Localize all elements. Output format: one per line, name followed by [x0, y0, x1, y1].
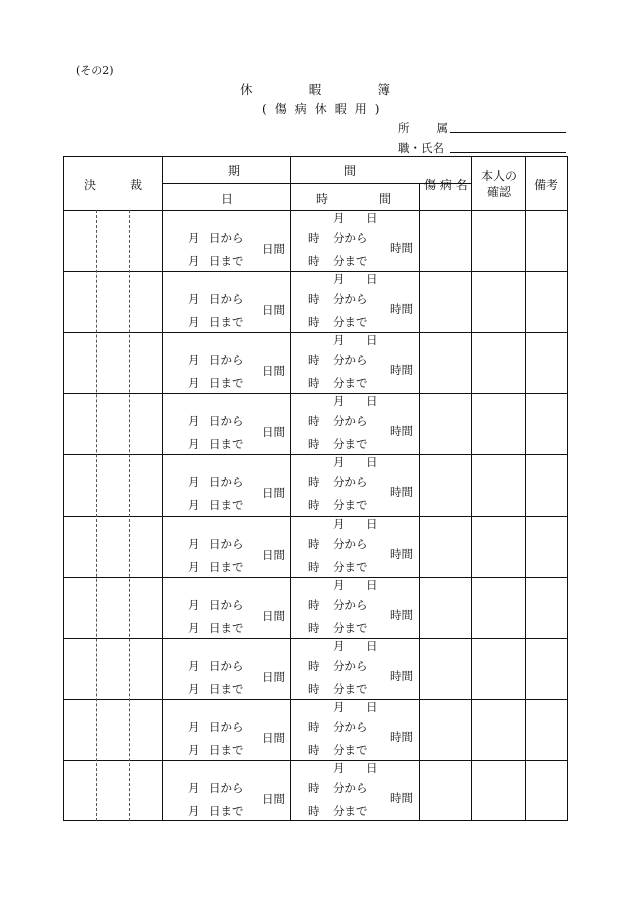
row-divider — [63, 577, 568, 578]
from-month-label: 月 — [188, 414, 200, 429]
days-total-label: 日間 — [262, 486, 285, 501]
time-from-hour-label: 時 — [308, 414, 320, 429]
from-day-label: 日から — [209, 719, 244, 734]
hours-total-label: 時間 — [390, 363, 413, 378]
hours-total-label: 時間 — [390, 668, 413, 683]
time-to-hour-label: 時 — [308, 376, 320, 391]
decision-dashed-divider — [96, 210, 97, 821]
affiliation-char: 属 — [436, 121, 448, 135]
date-month-label: 月 — [333, 699, 345, 714]
time-from-hour-label: 時 — [308, 536, 320, 551]
time-from-minute-label: 分から — [333, 658, 368, 673]
affiliation-char: 所 — [398, 121, 410, 135]
affiliation-label — [398, 120, 448, 136]
time-to-minute-label: 分まで — [333, 437, 368, 452]
from-day-label: 日から — [209, 353, 244, 368]
title-char: 暇 — [308, 82, 322, 97]
table-border-top — [63, 156, 568, 157]
to-day-label: 日まで — [209, 498, 244, 513]
date-month-label: 月 — [333, 455, 345, 470]
time-from-hour-label: 時 — [308, 353, 320, 368]
time-from-minute-label: 分から — [333, 780, 368, 795]
column-divider — [290, 156, 291, 821]
subtitle-open: ( — [262, 102, 267, 116]
row-divider — [63, 454, 568, 455]
time-from-hour-label: 時 — [308, 292, 320, 307]
time-to-hour-label: 時 — [308, 620, 320, 635]
date-month-label: 月 — [333, 760, 345, 775]
position-name-field[interactable] — [450, 152, 566, 153]
period-header-char: 期 — [228, 164, 241, 178]
time-from-hour-label: 時 — [308, 231, 320, 245]
to-day-label: 日まで — [209, 376, 244, 391]
days-total-label: 日間 — [262, 730, 285, 745]
from-day-label: 日から — [209, 536, 244, 551]
date-day-label: 日 — [366, 760, 378, 775]
hours-total-label: 時間 — [390, 302, 413, 317]
subtitle-char: 病 — [294, 102, 307, 116]
page-subtitle — [258, 100, 383, 117]
date-month-label: 月 — [333, 638, 345, 653]
hours-total-label: 時間 — [390, 241, 413, 255]
decision-header-char: 裁 — [130, 178, 143, 192]
title-char: 休 — [240, 82, 253, 97]
row-divider — [63, 393, 568, 394]
date-day-label: 日 — [366, 638, 378, 653]
confirm-header-line1: 本人の — [481, 169, 518, 183]
hours-total-label: 時間 — [390, 485, 413, 500]
to-day-label: 日まで — [209, 742, 244, 757]
time-from-hour-label: 時 — [308, 719, 320, 734]
days-total-label: 日間 — [262, 242, 285, 256]
column-divider — [471, 156, 472, 821]
position-name-label: 職・氏名 — [398, 141, 444, 155]
time-to-minute-label: 分まで — [333, 681, 368, 696]
table-border-bottom — [63, 820, 568, 821]
form-label: (その2) — [76, 64, 114, 77]
page-title — [240, 80, 390, 98]
time-to-minute-label: 分まで — [333, 559, 368, 574]
column-divider — [525, 156, 526, 821]
from-day-label: 日から — [209, 292, 244, 307]
time-to-minute-label: 分まで — [333, 315, 368, 330]
confirm-header-line2: 確認 — [487, 185, 512, 199]
time-to-minute-label: 分まで — [333, 742, 368, 757]
from-day-label: 日から — [209, 780, 244, 795]
from-month-label: 月 — [188, 719, 200, 734]
to-day-label: 日まで — [209, 315, 244, 330]
time-to-hour-label: 時 — [308, 803, 320, 818]
time-from-minute-label: 分から — [333, 597, 368, 612]
from-month-label: 月 — [188, 475, 200, 490]
leave-register-table — [63, 156, 568, 821]
to-month-label: 月 — [188, 559, 200, 574]
time-from-minute-label: 分から — [333, 231, 368, 245]
date-day-label: 日 — [366, 394, 378, 409]
from-day-label: 日から — [209, 658, 244, 673]
date-day-label: 日 — [366, 272, 378, 287]
hours-total-label: 時間 — [390, 607, 413, 622]
days-total-label: 日間 — [262, 364, 285, 379]
from-day-label: 日から — [209, 231, 244, 245]
time-from-minute-label: 分から — [333, 536, 368, 551]
time-from-minute-label: 分から — [333, 353, 368, 368]
time-to-minute-label: 分まで — [333, 376, 368, 391]
row-divider — [63, 699, 568, 700]
subtitle-close: ) — [374, 102, 380, 116]
from-month-label: 月 — [188, 658, 200, 673]
hours-total-label: 時間 — [390, 790, 413, 805]
date-month-label: 月 — [333, 272, 345, 287]
date-day-label: 日 — [366, 333, 378, 348]
date-day-label: 日 — [366, 455, 378, 470]
to-month-label: 月 — [188, 437, 200, 452]
to-day-label: 日まで — [209, 803, 244, 818]
subtitle-char: 休 — [314, 102, 327, 116]
illness-header: 傷 病 名 — [424, 178, 468, 192]
time-from-minute-label: 分から — [333, 292, 368, 307]
from-month-label: 月 — [188, 292, 200, 307]
hours-total-label: 時間 — [390, 729, 413, 744]
time-from-minute-label: 分から — [333, 475, 368, 490]
time-from-minute-label: 分から — [333, 414, 368, 429]
decision-header-char: 決 — [84, 178, 97, 192]
time-from-hour-label: 時 — [308, 780, 320, 795]
title-char: 簿 — [377, 82, 390, 97]
to-month-label: 月 — [188, 620, 200, 635]
time-to-minute-label: 分まで — [333, 254, 368, 268]
from-month-label: 月 — [188, 780, 200, 795]
date-month-label: 月 — [333, 333, 345, 348]
row-divider — [63, 271, 568, 272]
row-divider — [63, 760, 568, 761]
to-month-label: 月 — [188, 376, 200, 391]
period-header-char: 間 — [344, 164, 357, 178]
from-day-label: 日から — [209, 414, 244, 429]
date-month-label: 月 — [333, 516, 345, 531]
to-day-label: 日まで — [209, 620, 244, 635]
to-month-label: 月 — [188, 315, 200, 330]
time-header-char: 間 — [379, 192, 392, 206]
time-to-minute-label: 分まで — [333, 620, 368, 635]
date-month-label: 月 — [333, 394, 345, 409]
from-day-label: 日から — [209, 597, 244, 612]
table-border-right — [567, 156, 568, 821]
subtitle-char: 暇 — [334, 102, 347, 116]
to-day-label: 日まで — [209, 559, 244, 574]
time-to-hour-label: 時 — [308, 742, 320, 757]
date-day-label: 日 — [366, 211, 378, 225]
to-month-label: 月 — [188, 498, 200, 513]
hours-total-label: 時間 — [390, 546, 413, 561]
time-to-minute-label: 分まで — [333, 803, 368, 818]
to-month-label: 月 — [188, 742, 200, 757]
column-divider — [162, 156, 163, 821]
days-total-label: 日間 — [262, 791, 285, 806]
time-to-hour-label: 時 — [308, 498, 320, 513]
time-to-hour-label: 時 — [308, 254, 320, 268]
column-divider — [419, 183, 420, 821]
remarks-header: 備考 — [534, 178, 559, 192]
time-to-minute-label: 分まで — [333, 498, 368, 513]
row-divider — [63, 638, 568, 639]
days-total-label: 日間 — [262, 669, 285, 684]
from-month-label: 月 — [188, 536, 200, 551]
time-to-hour-label: 時 — [308, 559, 320, 574]
date-day-label: 日 — [366, 699, 378, 714]
to-day-label: 日まで — [209, 254, 244, 268]
time-to-hour-label: 時 — [308, 437, 320, 452]
time-to-hour-label: 時 — [308, 315, 320, 330]
days-total-label: 日間 — [262, 425, 285, 440]
time-header-char: 時 — [316, 192, 329, 206]
to-month-label: 月 — [188, 681, 200, 696]
time-to-hour-label: 時 — [308, 681, 320, 696]
date-month-label: 月 — [333, 211, 345, 225]
time-from-hour-label: 時 — [308, 658, 320, 673]
subtitle-char: 用 — [354, 102, 367, 116]
to-month-label: 月 — [188, 254, 200, 268]
days-total-label: 日間 — [262, 608, 285, 623]
affiliation-field[interactable] — [450, 132, 566, 133]
table-border-left — [63, 156, 64, 821]
from-month-label: 月 — [188, 231, 200, 245]
days-header: 日 — [221, 192, 234, 206]
hours-total-label: 時間 — [390, 424, 413, 439]
row-divider — [63, 210, 568, 211]
decision-dashed-divider — [129, 210, 130, 821]
date-day-label: 日 — [366, 577, 378, 592]
time-from-minute-label: 分から — [333, 719, 368, 734]
from-month-label: 月 — [188, 597, 200, 612]
days-total-label: 日間 — [262, 303, 285, 318]
date-month-label: 月 — [333, 577, 345, 592]
days-total-label: 日間 — [262, 547, 285, 562]
subtitle-char: 傷 — [274, 102, 287, 116]
row-divider — [63, 516, 568, 517]
from-day-label: 日から — [209, 475, 244, 490]
time-from-hour-label: 時 — [308, 475, 320, 490]
to-month-label: 月 — [188, 803, 200, 818]
time-from-hour-label: 時 — [308, 597, 320, 612]
to-day-label: 日まで — [209, 681, 244, 696]
date-day-label: 日 — [366, 516, 378, 531]
to-day-label: 日まで — [209, 437, 244, 452]
row-divider — [63, 332, 568, 333]
from-month-label: 月 — [188, 353, 200, 368]
